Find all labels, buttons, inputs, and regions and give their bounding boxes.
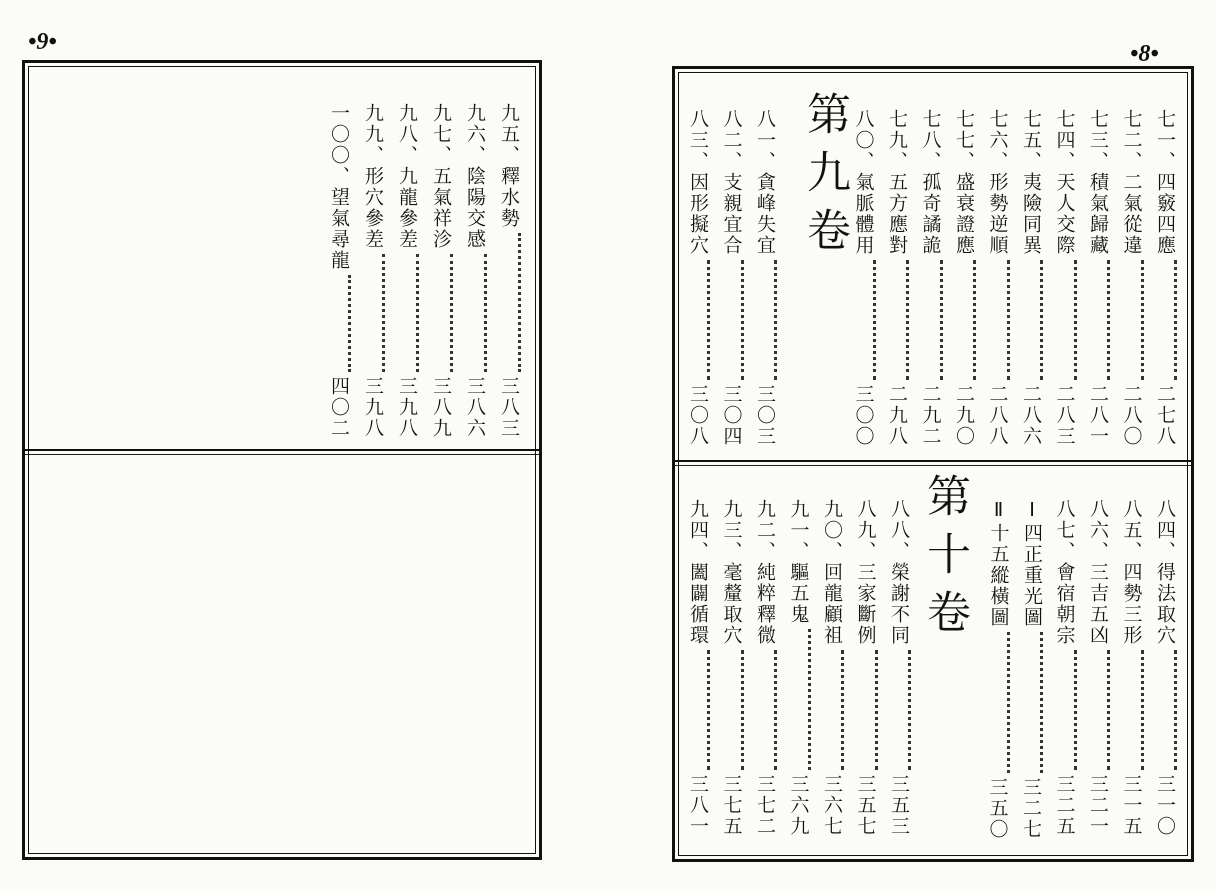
toc-entry [1086,499,1110,837]
entry-title: 八三、因形擬穴 [687,109,709,256]
entry-page: 三八九 [430,376,452,439]
entry-page: 二八一 [1087,384,1109,447]
leader-dots [382,254,385,372]
toc-entry [497,103,521,439]
entry-title: 七八、孤奇譎詭 [919,109,942,256]
leader-dots [1141,650,1144,770]
entry-title: 九三、毫釐取穴 [720,499,743,646]
entry-title: Ⅱ十五縱橫圖 [987,499,1009,628]
toc-entry [952,109,976,447]
entry-title: 七二、二氣從違 [1120,109,1143,256]
entry-title: 七一、四竅四應 [1154,109,1176,256]
toc-entry [919,109,943,447]
leader-dots [416,254,419,372]
entry-page: 三五七 [854,774,877,837]
entry-page: 三五三 [888,774,910,837]
leader-dots [1040,632,1043,773]
toc-entry [1019,109,1043,447]
entry-page: 二八六 [1020,384,1042,447]
entry-page: 三二五 [1053,774,1076,837]
volume-nine-heading: 第九卷 [799,91,850,265]
leader-dots [808,629,811,770]
entry-page: 三二一 [1087,774,1109,837]
leader-dots [1107,260,1110,380]
entry-title: 七六、形勢逆順 [986,109,1009,256]
entry-page: 二九八 [886,384,908,447]
leader-dots [875,650,878,770]
toc-entry [1053,499,1077,837]
leader-dots [873,260,876,380]
toc-entry [885,109,909,447]
entry-page: 三〇三 [754,384,776,447]
entry-page: 三九八 [362,376,384,439]
entry-page: 三六九 [787,774,810,837]
entry-title: 九八、九龍參差 [396,103,418,250]
leader-dots [707,260,710,380]
toc-entry [429,103,453,439]
toc-entry [1153,499,1177,837]
entry-title: 七九、五方應對 [886,109,908,256]
entry-title: 九七、五氣祥沴 [430,103,452,250]
leader-dots [1040,260,1043,380]
entry-page: 三八一 [687,774,709,837]
leader-dots [1107,650,1110,770]
entry-page: 三〇八 [687,384,709,447]
leader-dots [348,275,351,372]
toc-entry [1086,109,1110,447]
toc-entry [1120,109,1144,447]
entry-title: 九四、闔闢循環 [687,499,709,646]
page-number-right: •8• [1130,41,1159,67]
leader-dots [1074,650,1077,770]
leader-dots [1174,260,1177,380]
entry-page: 二八〇 [1120,384,1143,447]
entry-title: 九六、陰陽交感 [464,103,486,250]
entry-title: 七七、盛衰證應 [953,109,975,256]
right-page-frame [672,66,1194,862]
leader-dots [1174,650,1177,770]
toc-entry [395,103,419,439]
toc-entry [686,499,710,837]
entry-title: 八一、貪峰失宜 [754,109,776,256]
entry-title: 七四、天人交際 [1053,109,1076,256]
leader-dots [484,254,487,372]
leader-dots [774,260,777,380]
entry-page: 二八三 [1053,384,1076,447]
entry-page: 三七二 [754,774,776,837]
entry-page: 二九〇 [953,384,975,447]
divider-line [25,449,539,451]
entry-page: 三一五 [1120,774,1143,837]
volume-ten-heading: 第十卷 [919,473,970,647]
leader-dots [518,233,521,372]
leader-dots [741,650,744,770]
toc-entry [887,499,911,837]
leader-dots [707,650,710,770]
entry-page: 三八三 [498,376,520,439]
leader-dots [1074,260,1077,380]
entry-title: 八六、三吉五凶 [1087,499,1109,646]
toc-entry [820,499,844,837]
leader-dots [741,260,744,380]
leader-dots [841,650,844,770]
entry-title: Ⅰ四正重光圖 [1021,499,1042,628]
entry-title: 九五、釋水勢 [498,103,520,229]
entry-title: 八〇、氣脈體用 [852,109,875,256]
entry-page: 三五〇 [986,777,1009,840]
divider-line [675,460,1191,462]
entry-page: 三六七 [821,774,843,837]
entry-title: 九二、純粹釋微 [754,499,776,646]
entry-page: 三〇〇 [852,384,875,447]
toc-entry [986,109,1010,447]
toc-entry [720,109,744,447]
toc-entry [1053,109,1077,447]
entry-page: 三〇四 [720,384,743,447]
leader-dots [940,260,943,380]
toc-entry [463,103,487,439]
entry-title: 九〇、回龍顧祖 [821,499,843,646]
entry-page: 四〇二 [328,376,350,439]
toc-entry [1120,499,1144,837]
entry-page: 二八八 [986,384,1009,447]
leader-dots [906,260,909,380]
left-page-frame [22,60,542,860]
leader-dots [1007,632,1010,773]
entry-page: 二九二 [919,384,942,447]
entry-title: 八五、四勢三形 [1120,499,1143,646]
toc-entry [753,109,777,447]
entry-page: 三二七 [1020,777,1042,840]
leader-dots [1141,260,1144,380]
leader-dots [973,260,976,380]
toc-entry [1153,109,1177,447]
toc-entry [787,499,811,837]
toc-entry [720,499,744,837]
leader-dots [1007,260,1010,380]
entry-title: 九九、形穴參差 [362,103,384,250]
entry-title: 八二、支親宜合 [720,109,743,256]
entry-page: 二七八 [1154,384,1176,447]
leader-dots [774,650,777,770]
toc-entry [852,109,876,447]
toc-entry [361,103,385,439]
entry-title: 八七、會宿朝宗 [1053,499,1076,646]
toc-entry [686,109,710,447]
entry-title: 七三、積氣歸藏 [1087,109,1109,256]
toc-entry [327,103,351,439]
entry-page: 三七五 [720,774,743,837]
entry-page: 三八六 [464,376,486,439]
toc-entry [1019,499,1043,840]
toc-entry [753,499,777,837]
leader-dots [450,254,453,372]
entry-title: 八四、得法取穴 [1154,499,1176,646]
page-number-left: •9• [28,29,57,55]
entry-title: 八八、榮謝不同 [888,499,910,646]
entry-title: 九一、驅五鬼 [787,499,810,625]
entry-title: 一〇〇、望氣尋龍 [328,103,350,271]
entry-page: 三九八 [396,376,418,439]
toc-entry [854,499,878,837]
entry-title: 七五、夷險同異 [1020,109,1042,256]
entry-page: 三一〇 [1154,774,1176,837]
leader-dots [908,650,911,770]
entry-title: 八九、三家斷例 [854,499,877,646]
toc-entry [986,499,1010,840]
